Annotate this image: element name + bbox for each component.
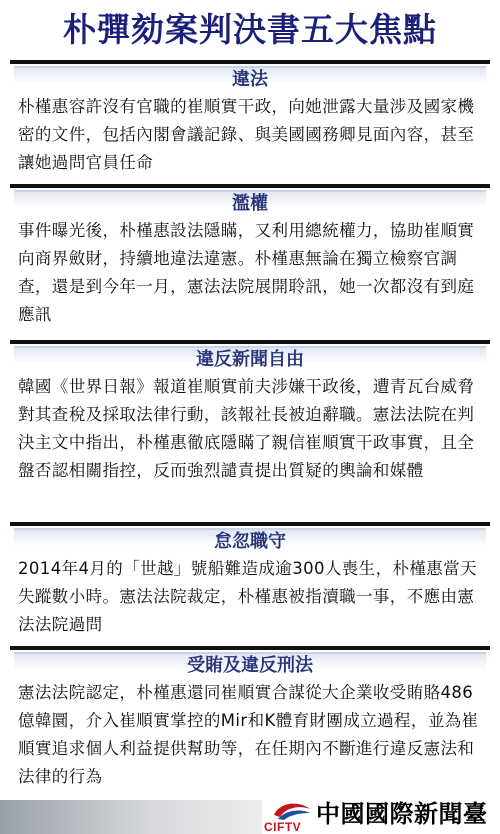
section-body: 2014年4月的「世越」號船難造成逾300人喪生，朴槿惠當天失蹤數小時。憲法法院裁定，朴槿惠被指瀆職一事，不應由憲法法院過問 <box>18 559 477 634</box>
page-title: 朴彈劾案判決書五大焦點 <box>63 10 437 49</box>
broadcaster-logo <box>262 796 500 834</box>
section-body: 韓國《世界日報》報道崔順實前夫涉嫌干政後，遭青瓦台威脅對其查稅及採取法律行動，該報社長被迫辭職。憲法法院在判決主文中指出，朴槿惠徹底隱瞞了親信崔順實干政事實，且全盤否認相關指控，反而強烈譴責提出質疑的輿論和媒體 <box>18 377 475 480</box>
section-heading: 濫權 <box>14 190 486 214</box>
divider <box>10 340 490 344</box>
section-bribery <box>10 652 490 791</box>
section-illegal <box>10 66 490 177</box>
section-body: 事件曝光後，朴槿惠設法隱瞞，又利用總統權力，協助崔順實向商界斂財，持續地違法違憲。朴槿惠無論在獨立檢察官調查，還是到今年一月，憲法法院展開聆訊，她一次都沒有到庭應訊 <box>18 221 475 324</box>
section-heading: 違反新聞自由 <box>14 346 486 370</box>
divider <box>10 184 490 188</box>
section-press-freedom <box>10 346 490 485</box>
section-heading: 違法 <box>14 66 486 90</box>
section-heading: 怠忽職守 <box>14 528 486 552</box>
section-heading: 受賄及違反刑法 <box>14 652 486 676</box>
divider <box>10 522 490 526</box>
section-body: 朴槿惠容許沒有官職的崔順實干政，向她泄露大量涉及國家機密的文件，包括內閣會議記錄、與美國國務卿見面內容，甚至讓她過問官員任命 <box>18 97 475 172</box>
swirl-logo-icon <box>270 799 314 821</box>
section-abuse-of-power <box>10 190 490 329</box>
section-body: 憲法法院認定，朴槿惠還同崔順實合謀從大企業收受賄賂486億韓圜，介入崔順實掌控的Mir和K體育財團成立過程，並為崔順實追求個人利益提供幫助等，在任期內不斷進行違反憲法和法律的行為 <box>18 683 479 786</box>
divider <box>10 646 490 650</box>
logo-text-cn: 中國國際新聞臺 <box>316 800 488 828</box>
logo-text-en: CIFTV <box>264 820 302 834</box>
section-dereliction <box>10 528 490 639</box>
divider <box>10 60 490 64</box>
